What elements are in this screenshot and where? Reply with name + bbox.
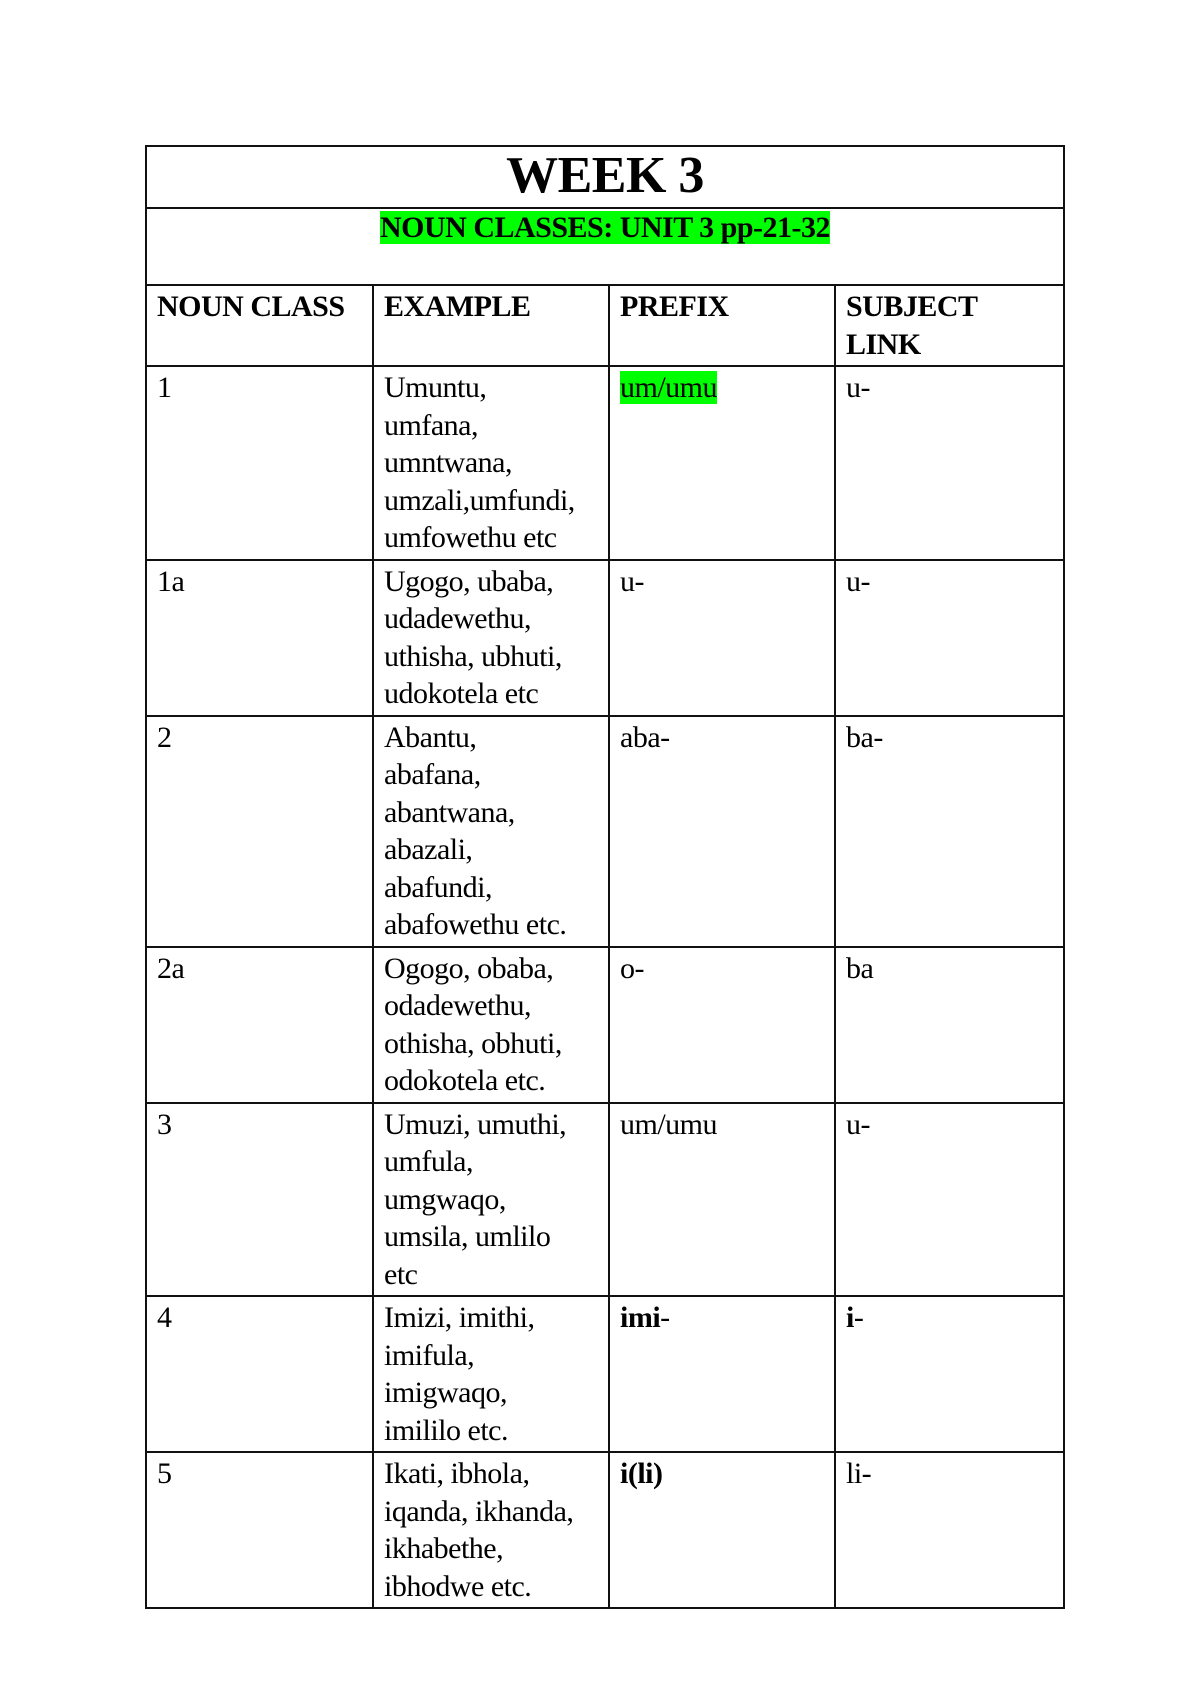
header-noun-class: NOUN CLASS [146,285,373,366]
link-cell: u- [835,1103,1064,1297]
example-cell: Umuntu, umfana, umntwana, umzali,umfundi, umfowethu etc [373,366,609,560]
link-cell: u- [835,560,1064,716]
example-cell: Umuzi, umuthi, umfula, umgwaqo, umsila, umlilo etc [373,1103,609,1297]
link-bold: i [846,1301,854,1334]
table-row [146,947,1064,1103]
subtitle: NOUN CLASSES: UNIT 3 pp-21-32 [379,211,831,244]
link-cell: ba- [835,716,1064,947]
table-row [146,1296,1064,1452]
example-cell: Ikati, ibhola, iqanda, ikhanda, ikhabethe, ibhodwe etc. [373,1452,609,1608]
example-cell: Ogogo, obaba, odadewethu, othisha, obhuti, odokotela etc. [373,947,609,1103]
header-example: EXAMPLE [373,285,609,366]
prefix-cell: i(li) [609,1452,835,1608]
table-row [146,366,1064,560]
prefix-bold: imi [620,1301,661,1334]
table-row [146,716,1064,947]
prefix-cell [609,1296,835,1452]
prefix-cell: um/umu [609,1103,835,1297]
link-cell [835,1296,1064,1452]
prefix-cell: o- [609,947,835,1103]
class-cell: 4 [146,1296,373,1452]
prefix-highlight: um/umu [620,371,718,404]
table-row [146,1452,1064,1608]
table-row [146,560,1064,716]
class-cell: 3 [146,1103,373,1297]
link-cell: li- [835,1452,1064,1608]
prefix-cell: u- [609,560,835,716]
link-rest: - [853,1301,864,1334]
class-cell: 1a [146,560,373,716]
class-cell: 1 [146,366,373,560]
header-prefix: PREFIX [609,285,835,366]
page-title: WEEK 3 [146,146,1064,208]
example-cell: Ugogo, ubaba, udadewethu, uthisha, ubhuti, udokotela etc [373,560,609,716]
link-cell: u- [835,366,1064,560]
example-cell: Imizi, imithi, imifula, imigwaqo, imililo etc. [373,1296,609,1452]
link-cell: ba [835,947,1064,1103]
header-subject-link: SUBJECT LINK [835,285,1064,366]
prefix-rest: - [660,1301,670,1334]
class-cell: 5 [146,1452,373,1608]
header-row [146,285,1064,366]
prefix-cell: aba- [609,716,835,947]
table-row [146,1103,1064,1297]
subtitle-cell [146,208,1064,285]
prefix-cell [609,366,835,560]
noun-class-table [145,145,1065,1609]
class-cell: 2 [146,716,373,947]
class-cell: 2a [146,947,373,1103]
example-cell: Abantu, abafana, abantwana, abazali, abafundi, abafowethu etc. [373,716,609,947]
